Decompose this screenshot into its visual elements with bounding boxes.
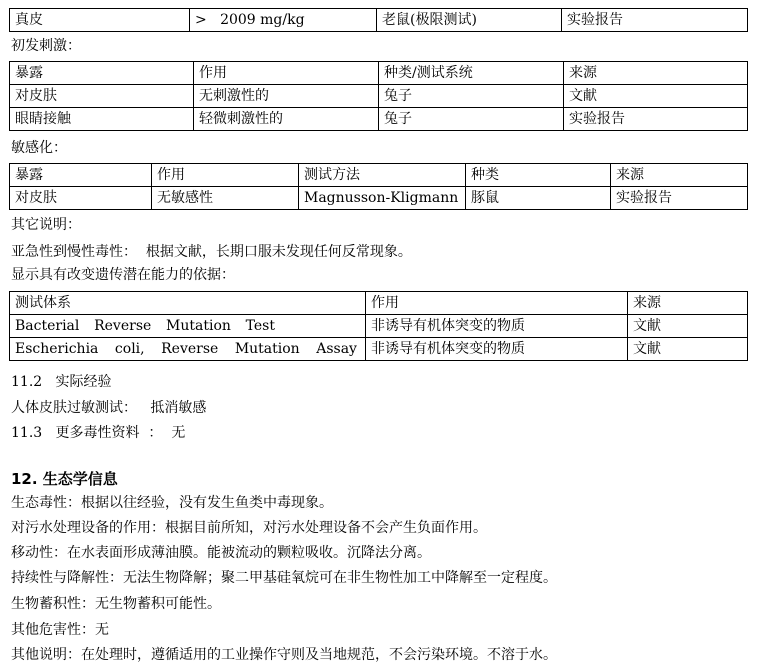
eco-line-sewage-treatment: 对污水处理设备的作用：根据目前所知，对污水处理设备不会产生负面作用。 — [11, 520, 487, 536]
cell-word: Mutation — [234, 341, 300, 357]
table-cell: 豚鼠 — [466, 187, 611, 210]
cell-word: Mutation — [166, 318, 231, 334]
cell-word: Bacterial — [15, 318, 80, 334]
table-cell: > 2009 mg/kg — [190, 9, 377, 32]
column-header: 作用 — [194, 62, 379, 85]
table-cell: 兔子 — [379, 108, 564, 131]
eco-line-mobility: 移动性：在水表面形成薄油膜。能被流动的颗粒吸收。沉降法分离。 — [11, 545, 431, 561]
table-cell: 真皮 — [10, 9, 190, 32]
table-cell: 眼睛接触 — [10, 108, 194, 131]
column-header: 暴露 — [10, 62, 194, 85]
table-cell: 无敏感性 — [152, 187, 299, 210]
eco-line-ecotoxicity: 生态毒性：根据以往经验，没有发生鱼类中毒现象。 — [11, 495, 333, 511]
cell-word: Test — [245, 318, 275, 334]
table-cell: 文献 — [628, 338, 748, 361]
table-cell — [10, 338, 366, 361]
table-header-row — [10, 62, 748, 85]
cell-word: coli, — [114, 341, 145, 357]
dermal-toxicity-table — [9, 8, 748, 32]
column-header: 暴露 — [10, 164, 152, 187]
table-cell: Magnusson-Kligmann — [299, 187, 466, 210]
table-row — [10, 108, 748, 131]
table-cell: 文献 — [564, 85, 748, 108]
sensitization-label: 敏感化： — [11, 140, 67, 156]
column-header: 来源 — [628, 292, 748, 315]
section-11-2-heading: 11.2 实际经验 — [11, 374, 112, 390]
table-cell — [10, 315, 366, 338]
cell-word: Reverse — [94, 318, 152, 334]
other-notes-label: 其它说明： — [11, 217, 81, 233]
table-cell: 兔子 — [379, 85, 564, 108]
table-cell: 非诱导有机体突变的物质 — [366, 338, 628, 361]
table-row — [10, 187, 748, 210]
table-cell: 实验报告 — [562, 9, 748, 32]
table-cell: 对皮肤 — [10, 187, 152, 210]
eco-line-bioaccumulation: 生物蓄积性：无生物蓄积可能性。 — [11, 596, 221, 612]
section-11-3-heading: 11.3 更多毒性资料 ： 无 — [11, 425, 186, 441]
eco-line-other-hazards: 其他危害性：无 — [11, 622, 109, 638]
genetic-test-table — [9, 291, 748, 361]
initial-irritation-label: 初发刺激： — [11, 38, 81, 54]
table-cell: 非诱导有机体突变的物质 — [366, 315, 628, 338]
column-header: 来源 — [611, 164, 748, 187]
column-header: 种类 — [466, 164, 611, 187]
skin-allergy-test: 人体皮肤过敏测试： 抵消敏感 — [11, 400, 207, 416]
table-cell: 实验报告 — [611, 187, 748, 210]
table-row — [10, 9, 748, 32]
sensitization-table — [9, 163, 748, 210]
cell-word: Reverse — [161, 341, 219, 357]
genetic-evidence-label: 显示具有改变遗传潜在能力的依据： — [11, 267, 235, 283]
cell-word: Escherichia — [15, 341, 99, 357]
column-header: 来源 — [564, 62, 748, 85]
table-header-row — [10, 164, 748, 187]
table-cell: 文献 — [628, 315, 748, 338]
initial-irritation-table — [9, 61, 748, 131]
column-header: 作用 — [152, 164, 299, 187]
table-cell: 实验报告 — [564, 108, 748, 131]
table-cell: 老鼠(极限测试) — [377, 9, 562, 32]
table-row — [10, 315, 748, 338]
eco-line-other-notes: 其他说明：在处理时，遵循适用的工业操作守则及当地规范，不会污染环境。不溶于水。 — [11, 647, 557, 663]
section-12-title: 12. 生态学信息 — [11, 470, 118, 488]
column-header: 作用 — [366, 292, 628, 315]
column-header: 测试方法 — [299, 164, 466, 187]
column-header: 种类/测试系统 — [379, 62, 564, 85]
table-cell: 对皮肤 — [10, 85, 194, 108]
table-row — [10, 85, 748, 108]
column-header: 测试体系 — [10, 292, 366, 315]
eco-line-persistence: 持续性与降解性：无法生物降解；聚二甲基硅氧烷可在非生物性加工中降解至一定程度。 — [11, 570, 557, 586]
cell-word: Assay — [316, 341, 357, 357]
table-row — [10, 338, 748, 361]
table-cell: 无刺激性的 — [194, 85, 379, 108]
table-header-row — [10, 292, 748, 315]
subacute-chronic-toxicity: 亚急性到慢性毒性： 根据文献，长期口服未发现任何反常现象。 — [11, 244, 412, 260]
table-cell: 轻微刺激性的 — [194, 108, 379, 131]
